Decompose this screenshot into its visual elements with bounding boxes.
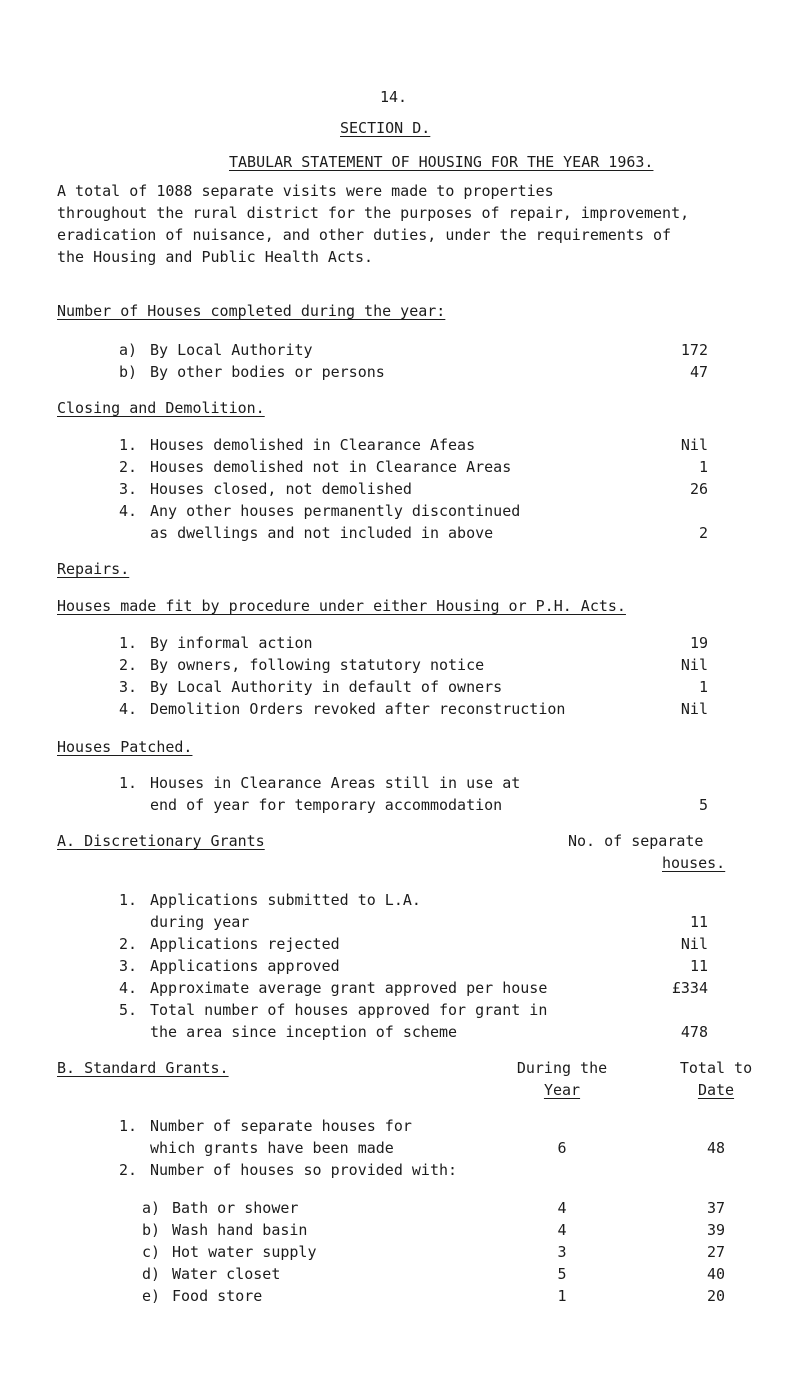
- amenity-year-value: 4: [557, 1221, 567, 1239]
- amenity-label: Hot water supply: [172, 1243, 317, 1261]
- discretionary-item-value: 11: [689, 957, 708, 975]
- standard-item-number: 2.: [119, 1161, 138, 1179]
- discretionary-item-value: £334: [671, 979, 708, 997]
- discretionary-column-header: houses.: [662, 854, 726, 872]
- amenity-mark: c): [142, 1243, 161, 1261]
- discretionary-item-value: 478: [680, 1023, 708, 1041]
- repairs-item-value: 19: [689, 634, 708, 652]
- patched-item-label: end of year for temporary accommodation: [150, 796, 503, 814]
- discretionary-item-label: Approximate average grant approved per house: [150, 979, 548, 997]
- discretionary-item-label: Applications approved: [150, 957, 340, 975]
- repairs-item-label: By informal action: [150, 634, 313, 652]
- repairs-item-label: By Local Authority in default of owners: [150, 678, 503, 696]
- closing-item-label: Houses closed, not demolished: [150, 480, 412, 498]
- standard-year-header: Year: [543, 1081, 581, 1099]
- repairs-subheading: Houses made fit by procedure under either Housing or P.H. Acts.: [57, 597, 626, 615]
- completed-mark: a): [119, 341, 138, 359]
- standard-item-label: Number of houses so provided with:: [150, 1161, 458, 1179]
- patched-item-label: Houses in Clearance Areas still in use at: [150, 774, 521, 792]
- repairs-item-label: By owners, following statutory notice: [150, 656, 485, 674]
- repairs-item-value: Nil: [680, 700, 708, 718]
- amenity-total-value: 37: [706, 1199, 726, 1217]
- section-heading: SECTION D.: [340, 119, 431, 137]
- standard-total-value: 48: [706, 1139, 726, 1157]
- repairs-item-value: Nil: [680, 656, 708, 674]
- amenity-mark: e): [142, 1287, 161, 1305]
- amenity-label: Bath or shower: [172, 1199, 299, 1217]
- amenity-label: Water closet: [172, 1265, 281, 1283]
- amenity-year-value: 3: [557, 1243, 567, 1261]
- discretionary-item-number: 4.: [119, 979, 138, 997]
- completed-label: By other bodies or persons: [150, 363, 385, 381]
- amenity-year-value: 4: [557, 1199, 567, 1217]
- amenity-label: Food store: [172, 1287, 263, 1305]
- document-title: TABULAR STATEMENT OF HOUSING FOR THE YEAR 1963.: [229, 153, 654, 171]
- closing-item-value: Nil: [680, 436, 708, 454]
- repairs-item-number: 2.: [119, 656, 138, 674]
- amenity-total-value: 39: [706, 1221, 726, 1239]
- completed-heading: Number of Houses completed during the year:: [57, 302, 446, 320]
- closing-item-value: 26: [689, 480, 708, 498]
- completed-value: 172: [680, 341, 708, 359]
- standard-year-value: 6: [557, 1139, 567, 1157]
- discretionary-item-number: 1.: [119, 891, 138, 909]
- repairs-item-number: 3.: [119, 678, 138, 696]
- completed-mark: b): [119, 363, 138, 381]
- completed-label: By Local Authority: [150, 341, 313, 359]
- closing-item-label: Houses demolished not in Clearance Areas: [150, 458, 512, 476]
- closing-item-value: 1: [698, 458, 708, 476]
- closing-item-number: 3.: [119, 480, 138, 498]
- closing-item-number: 1.: [119, 436, 138, 454]
- closing-item-number: 4.: [119, 502, 138, 520]
- intro-paragraph: A total of 1088 separate visits were made to properties throughout the rural district for the purposes of repair, improvement, eradication of nuisance, and other duties, under the requirements of the Housing and Public Health Acts.: [57, 182, 690, 266]
- amenity-year-value: 5: [557, 1265, 567, 1283]
- discretionary-item-label: during year: [150, 913, 250, 931]
- amenity-mark: d): [142, 1265, 161, 1283]
- amenity-total-value: 40: [706, 1265, 726, 1283]
- discretionary-column-header: No. of separate: [568, 832, 704, 850]
- amenity-year-value: 1: [557, 1287, 567, 1305]
- closing-item-label: Houses demolished in Clearance Afeas: [150, 436, 476, 454]
- discretionary-item-label: the area since inception of scheme: [150, 1023, 458, 1041]
- amenity-total-value: 27: [706, 1243, 726, 1261]
- closing-item-number: 2.: [119, 458, 138, 476]
- discretionary-item-number: 3.: [119, 957, 138, 975]
- closing-item-value: 2: [698, 524, 708, 542]
- discretionary-item-value: 11: [689, 913, 708, 931]
- closing-heading: Closing and Demolition.: [57, 399, 265, 417]
- closing-item-label: Any other houses permanently discontinued: [150, 502, 521, 520]
- page-number: 14.: [380, 88, 408, 106]
- standard-total-header: Total to: [679, 1059, 753, 1077]
- standard-year-header: During the: [516, 1059, 608, 1077]
- closing-item-label: as dwellings and not included in above: [150, 524, 494, 542]
- amenity-mark: a): [142, 1199, 161, 1217]
- discretionary-heading: A. Discretionary Grants: [57, 832, 265, 850]
- standard-item-number: 1.: [119, 1117, 138, 1135]
- repairs-heading: Repairs.: [57, 560, 130, 578]
- repairs-item-number: 4.: [119, 700, 138, 718]
- repairs-item-number: 1.: [119, 634, 138, 652]
- discretionary-item-label: Applications submitted to L.A.: [150, 891, 421, 909]
- patched-item-number: 1.: [119, 774, 138, 792]
- discretionary-item-label: Total number of houses approved for grant in: [150, 1001, 548, 1019]
- amenity-label: Wash hand basin: [172, 1221, 308, 1239]
- repairs-item-label: Demolition Orders revoked after reconstruction: [150, 700, 566, 718]
- standard-item-label: which grants have been made: [150, 1139, 394, 1157]
- amenity-total-value: 20: [706, 1287, 726, 1305]
- patched-item-value: 5: [698, 796, 708, 814]
- standard-total-header: Date: [697, 1081, 735, 1099]
- discretionary-item-number: 5.: [119, 1001, 138, 1019]
- repairs-item-value: 1: [698, 678, 708, 696]
- discretionary-item-label: Applications rejected: [150, 935, 340, 953]
- patched-heading: Houses Patched.: [57, 738, 193, 756]
- discretionary-item-value: Nil: [680, 935, 708, 953]
- standard-heading: B. Standard Grants.: [57, 1059, 229, 1077]
- amenity-mark: b): [142, 1221, 161, 1239]
- discretionary-item-number: 2.: [119, 935, 138, 953]
- standard-item-label: Number of separate houses for: [150, 1117, 412, 1135]
- completed-value: 47: [689, 363, 708, 381]
